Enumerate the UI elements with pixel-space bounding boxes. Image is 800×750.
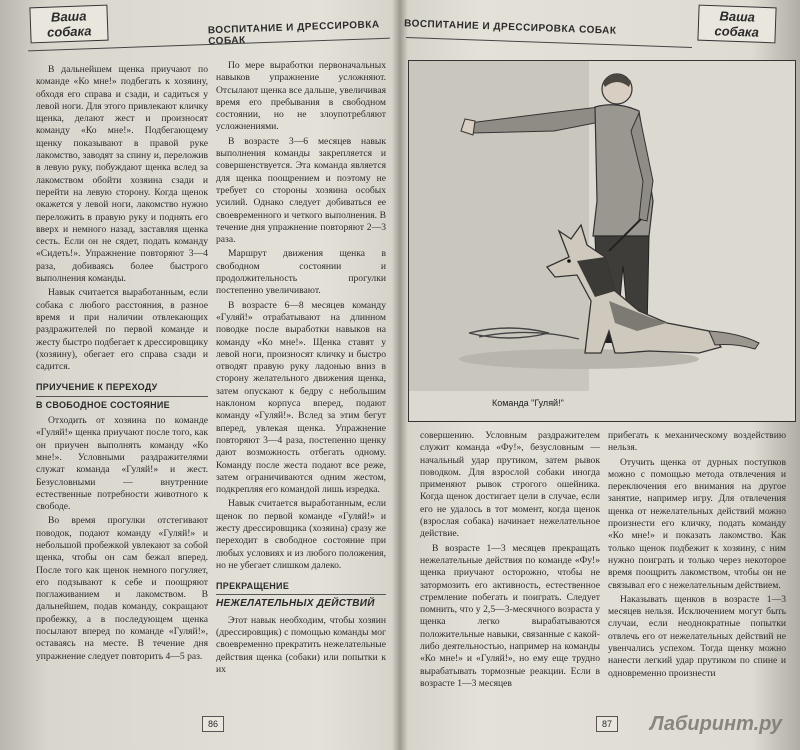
page-number: 86 xyxy=(202,716,224,732)
paragraph: По мере выработки первоначальных навыков упражнение усложняют. Отсылают щенка все дальше, увеличивая время его пребывания в свободном состоянии, но не злоупотребляют усложнениями. xyxy=(216,60,386,133)
section-tab: Ваша собака xyxy=(697,5,776,44)
paragraph: В дальнейшем щенка приучают по команде «Ко мне!» подбегать к хозяину, обходя его справа и сзади, и садиться у левой ноги. Для этого привлекают кличку щенка, делают жест и произносят команду «Ко мне!». Подбегающему щенку показывают в правой руке лакомство, заводят за спину и, переложив в левую руку, побуждают щенка вслед за лакомством обойти хозяина сзади и перейти на левую сторону. Когда щенок окажется у левой ноги, лакомство нужно переложить в правую руку и поднять его вверх и немного назад, заставляя щенка сесть. Если он не сядет, подать команду «Сидеть!». Упражнение повторяют 3—4 раза, добиваясь более быстрого выполнения команды. xyxy=(36,64,208,285)
section-heading: ПРЕКРАЩЕНИЕ НЕЖЕЛАТЕЛЬНЫХ ДЕЙСТВИЙ xyxy=(216,580,386,611)
paragraph: прибегать к механическому воздействию нельзя. xyxy=(608,430,786,454)
illustration-frame xyxy=(408,60,796,422)
left-column-1 xyxy=(36,64,208,665)
paragraph: Навык считается выработанным, если щенок по первой команде «Гуляй!» и жесту дрессировщика (хозяина) сразу же переходит в свободное состояние при любых условиях и из любого положения, но не убегает слишком далеко. xyxy=(216,498,386,571)
paragraph: Наказывать щенков в возрасте 1—3 месяцев нельзя. Исключением могут быть случаи, если неоднократные попытки отвлечь его от нежелательных действий не увенчались успехом. Тогда щенку можно нанести легкий удар прутиком по спине и одновременно произнести xyxy=(608,593,786,679)
header-rule xyxy=(406,37,692,48)
paragraph: Этот навык необходим, чтобы хозяин (дрессировщик) с помощью команды мог своевременно прекратить нежелательные действия щенка (собаки) или попытки к их xyxy=(216,614,386,675)
paragraph: В возрасте 3—6 месяцев навык выполнения команды закрепляется и совершенствуется. Эта команда является для щенка поощрением и поэтому не требует со стороны хозяина особых усилий. Однако следует добиваться ее своевременного и четкого выполнения. В течение дня упражнение повторяют 2—3 раза. xyxy=(216,135,386,246)
left-page xyxy=(0,0,398,750)
left-column-2 xyxy=(216,60,386,678)
paragraph: Отучить щенка от дурных поступков можно с помощью метода отвлечения и переключения его внимания на другое занятие, например игру. Для отвлечения щенка от нежелательных действий можно произнести его кличку, подать команду «Ко мне!» и показать лакомство. Как только щенок подбежит к хозяину, с ним нужно поиграть и только через некоторое время поощрить лакомством, чтобы он не связывал его с нежелательным действием. xyxy=(608,456,786,591)
page-number: 87 xyxy=(596,716,618,732)
right-page xyxy=(402,0,800,750)
man-with-dog-illustration xyxy=(409,61,795,421)
running-title: ВОСПИТАНИЕ И ДРЕССИРОВКА СОБАК xyxy=(207,19,380,48)
paragraph: В возрасте 6—8 месяцев команду «Гуляй!» отрабатывают на длинном поводке после выработки навыков на команду «Ко мне!». Щенка ставят у левой ноги, произносят кличку и быстро отводят правую руку ладонью вниз в сторону желательного движения щенка, затем опускают к бедру с небольшим наклоном корпуса вперед, подают команду «Гуляй!». Вслед за этим бегут вперед, увлекая щенка. Упражнение повторяют 3—4 раза, постепенно щенку дают возможность отбегать одному. Команду после жеста подают все реже, затем ограничиваются одним жестом, подкрепляя его командой лишь изредка. xyxy=(216,299,386,496)
paragraph: Отходить от хозяина по команде «Гуляй!» щенка приучают после того, как он приучен выполнять команду «Ко мне!». Условными раздражителями служат команда «Гуляй!» и жест. Безусловными — внутренние естественные потребности животного к свободе. xyxy=(36,415,208,513)
section-tab: Ваша собака xyxy=(29,5,108,44)
illustration-caption: Команда "Гуляй!" xyxy=(492,398,564,408)
watermark: Лабиринт.ру xyxy=(649,713,782,735)
paragraph: В возрасте 1—3 месяцев прекращать нежелательные действия по команде «Фу!» щенка приучают осторожно, чтобы не затормозить его активность, естественное стремление побегать и поиграть. Следует помнить, что у 2,5—3-месячного возраста у щенка легко вырабатываются положительные навыки, связанные с какой-либо деятельностью, например на команды «Ко мне!» и «Гуляй!», но ему еще трудно вырабатывать тормозные реакции. Если в возрасте 1—3 месяцев xyxy=(420,542,600,689)
running-title: ВОСПИТАНИЕ И ДРЕССИРОВКА СОБАК xyxy=(403,18,617,37)
paragraph: Навык считается выработанным, если собака с любого расстояния, в разное время и при наличии отвлекающих раздражителей по первой команде и жесту быстро подбегает к дрессировщику (хозяину), обегает его справа сзади и садится. xyxy=(36,287,208,373)
paragraph: Маршрут движения щенка в свободном состоянии и продолжительность прогулки постепенно увеличивают. xyxy=(216,248,386,297)
paragraph: Во время прогулки отстегивают поводок, подают команду «Гуляй!» и небольшой пробежкой увлекают за собой щенка, чтобы он сам бежал вперед. После того как щенок немного погуляет, его подзывают к себе и поощряют поглаживанием и лакомством. В дальнейшем, подав команду, сокращают пробежку, а в последующем щенка посылают вперед по команде «Гуляй!», оставаясь на месте. В течение дня упражнение следует повторить 4—5 раз. xyxy=(36,515,208,662)
section-heading: ПРИУЧЕНИЕ К ПЕРЕХОДУ В СВОБОДНОЕ СОСТОЯНИЕ xyxy=(36,381,208,411)
right-column-2 xyxy=(608,430,786,682)
right-column-1 xyxy=(420,430,600,692)
paragraph: совершению. Условным раздражителем служит команда «Фу!», безусловным — начальный удар прутиком, затем рывок поводком. Для взрослой собаки иногда применяют рывок строгого ошейника. Когда щенок достигает цели в случае, если его не удалось в тот момент, когда щенок (взрослая собака) начинает нежелательное действие. xyxy=(420,430,600,540)
